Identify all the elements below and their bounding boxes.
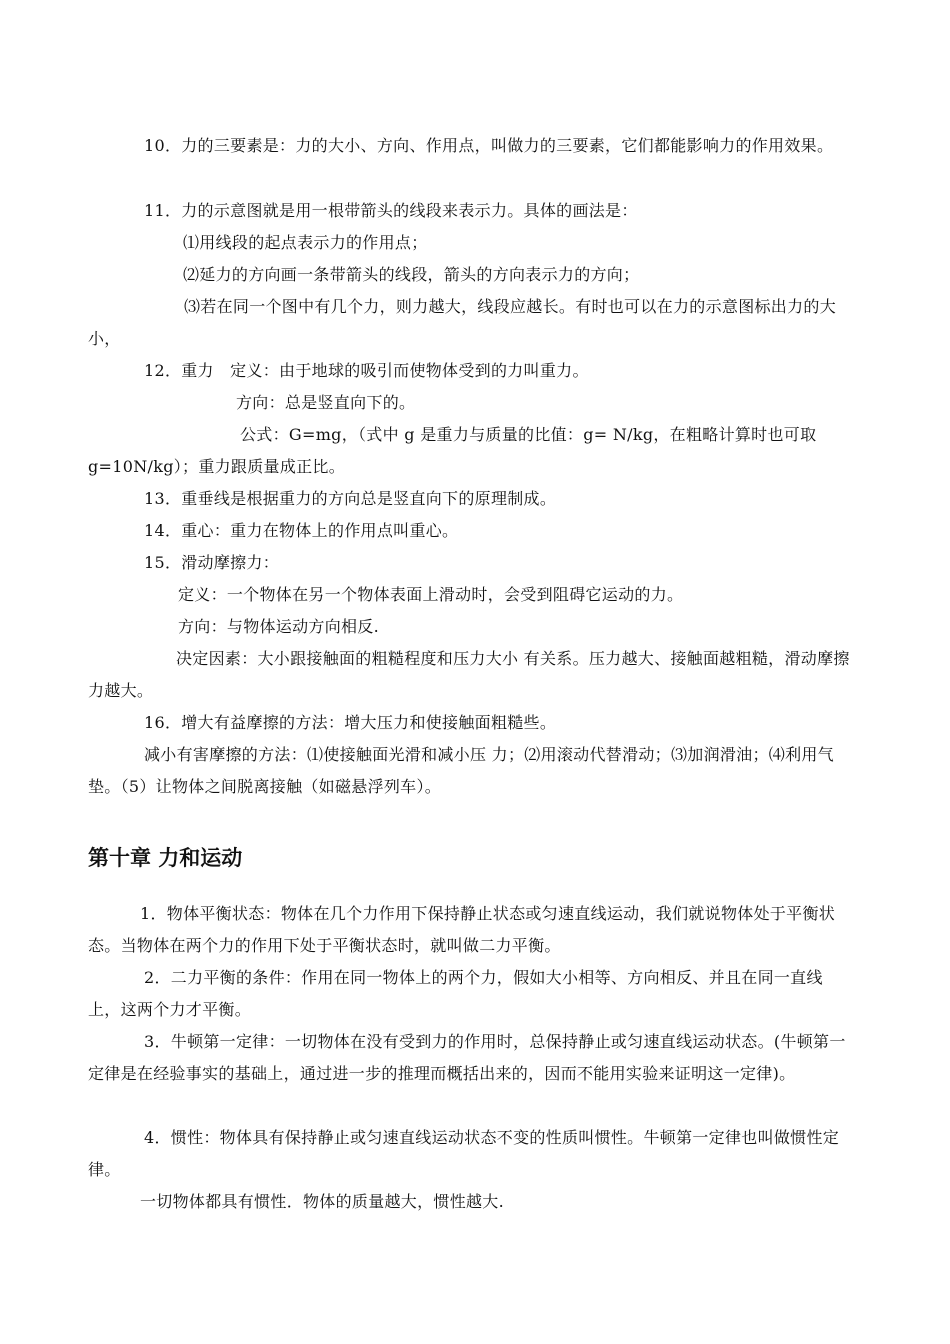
paragraph-item-15-direction: 方向：与物体运动方向相反.	[178, 617, 379, 636]
chapter-10-item-1: 1．物体平衡状态：物体在几个力作用下保持静止状态或匀速直线运动，我们就说物体处于平衡状态。当物体在两个力的作用下处于平衡状态时，就叫做二力平衡。	[88, 904, 836, 955]
paragraph-item-11-step-2: ⑵延力的方向画一条带箭头的线段，箭头的方向表示力的方向；	[183, 265, 640, 284]
paragraph-item-14: 14．重心：重力在物体上的作用点叫重心。	[144, 521, 459, 540]
paragraph-item-11-step-3: ⑶若在同一个图中有几个力，则力越大，线段应越长。有时也可以在力的示意图标出力的大小，	[88, 297, 837, 348]
chapter-10-item-4: 4．惯性：物体具有保持静止或匀速直线运动状态不变的性质叫惯性。牛顿第一定律也叫做惯性定律。	[88, 1128, 840, 1179]
paragraph-item-15-definition: 定义：一个物体在另一个物体表面上滑动时，会受到阻碍它运动的力。	[178, 585, 684, 604]
paragraph-item-15: 15．滑动摩擦力：	[144, 553, 280, 572]
paragraph-item-12-definition: 12．重力 定义：由于地球的吸引而使物体受到的力叫重力。	[144, 361, 589, 380]
paragraph-item-12-formula: 公式：G=mg，（式中 g 是重力与质量的比值：g= N/kg，在粗略计算时也可取 g=10N/kg）；重力跟质量成正比。	[88, 425, 817, 476]
paragraph-item-16-reduce: 减小有害摩擦的方法：⑴使接触面光滑和减小压 力；⑵用滚动代替滑动；⑶加润滑油；⑷利用气垫。（5）让物体之间脱离接触（如磁悬浮列车）。	[88, 745, 834, 796]
paragraph-item-10: 10．力的三要素是：力的大小、方向、作用点，叫做力的三要素，它们都能影响力的作用效果。	[144, 136, 834, 155]
paragraph-item-16: 16．增大有益摩擦的方法：增大压力和使接触面粗糙些。	[144, 713, 557, 732]
paragraph-item-13: 13．重垂线是根据重力的方向总是竖直向下的原理制成。	[144, 489, 557, 508]
paragraph-item-12-direction: 方向：总是竖直向下的。	[236, 393, 416, 412]
chapter-10-heading: 第十章 力和运动	[88, 846, 243, 870]
chapter-10-item-3: 3．牛顿第一定律：一切物体在没有受到力的作用时，总保持静止或匀速直线运动状态。(牛顿第一定律是在经验事实的基础上，通过进一步的推理而概括出来的，因而不能用实验来证明这一定律)。	[88, 1032, 846, 1083]
paragraph-item-15-factors: 决定因素：大小跟接触面的粗糙程度和压力大小 有关系。压力越大、接触面越粗糙，滑动摩擦力越大。	[88, 649, 850, 700]
paragraph-item-11: 11．力的示意图就是用一根带箭头的线段来表示力。具体的画法是：	[144, 201, 638, 220]
paragraph-item-11-step-1: ⑴用线段的起点表示力的作用点；	[183, 233, 428, 252]
chapter-10-item-4-note: 一切物体都具有惯性．物体的质量越大，惯性越大.	[140, 1192, 504, 1211]
chapter-10-item-2: 2．二力平衡的条件：作用在同一物体上的两个力，假如大小相等、方向相反、并且在同一直线上，这两个力才平衡。	[88, 968, 823, 1019]
